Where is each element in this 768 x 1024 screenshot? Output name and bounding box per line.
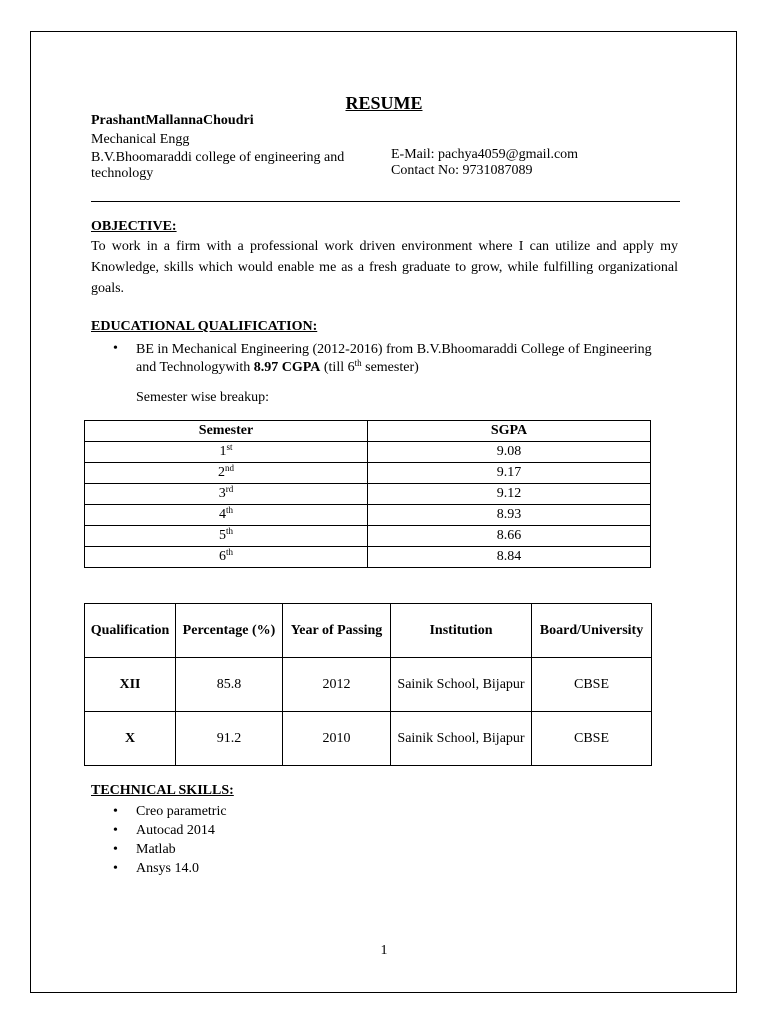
bullet-icon: • — [113, 804, 118, 819]
skill-item: Autocad 2014 — [136, 823, 215, 838]
table-row — [85, 484, 651, 505]
degree-text: and Technologywith — [136, 360, 254, 375]
bullet-icon: • — [113, 861, 118, 876]
institution-cell: Sainik School, Bijapur — [391, 658, 532, 712]
table-row — [85, 442, 651, 463]
semester-number: 4 — [218, 507, 226, 522]
semester-suffix: th — [225, 526, 233, 536]
board-cell: CBSE — [532, 712, 652, 766]
table-row — [85, 463, 651, 484]
semester-number: 2 — [218, 465, 225, 480]
qualification-cell: XII — [85, 658, 176, 712]
degree-bullet — [136, 341, 681, 377]
table-header: Qualification — [85, 604, 176, 658]
skill-item: Ansys 14.0 — [136, 861, 200, 876]
semester-number: 6 — [218, 549, 226, 564]
semester-suffix: rd — [225, 484, 234, 494]
institution-cell: Sainik School, Bijapur — [391, 712, 532, 766]
sgpa-cell: 8.66 — [368, 526, 651, 547]
contact-number: Contact No: 9731087089 — [391, 163, 533, 178]
semester-number: 1 — [219, 444, 227, 459]
cgpa-value: 8.97 CGPA — [253, 360, 321, 375]
table-header: Year of Passing — [283, 604, 391, 658]
page-number: 1 — [380, 943, 388, 958]
table-row — [85, 526, 651, 547]
qualification-cell: X — [85, 712, 176, 766]
education-heading: EDUCATIONAL QUALIFICATION: — [91, 319, 318, 334]
college-line-2: technology — [91, 166, 154, 181]
candidate-name: PrashantMallannaChoudri — [91, 113, 254, 128]
branch: Mechanical Engg — [91, 132, 190, 147]
sgpa-cell: 9.17 — [368, 463, 651, 484]
bullet-icon: • — [113, 823, 118, 838]
header-divider — [91, 201, 680, 202]
sgpa-cell: 8.84 — [368, 547, 651, 568]
semester-cell — [85, 505, 368, 526]
table-row — [85, 658, 652, 712]
email: E-Mail: pachya4059@gmail.com — [391, 147, 579, 162]
table-header: Institution — [391, 604, 532, 658]
table-row — [85, 712, 652, 766]
bullet-icon: • — [113, 341, 118, 356]
semester-suffix: th — [225, 505, 233, 515]
table-header: Percentage (%) — [176, 604, 283, 658]
semester-table — [84, 420, 651, 568]
resume-title: RESUME — [345, 93, 423, 113]
degree-text: semester) — [361, 360, 419, 375]
table-header: SGPA — [368, 421, 651, 442]
table-header: Semester — [85, 421, 368, 442]
semester-suffix: nd — [225, 463, 234, 473]
degree-text: (till 6 — [320, 360, 355, 375]
semester-suffix: th — [225, 547, 233, 557]
college-line-1: B.V.Bhoomaraddi college of engineering and — [91, 150, 345, 165]
sgpa-cell: 8.93 — [368, 505, 651, 526]
skill-item: Creo parametric — [136, 804, 227, 819]
table-header: Board/University — [532, 604, 652, 658]
board-cell: CBSE — [532, 658, 652, 712]
semester-cell — [85, 526, 368, 547]
semester-cell — [85, 484, 368, 505]
percentage-cell: 85.8 — [176, 658, 283, 712]
year-cell: 2012 — [283, 658, 391, 712]
semester-suffix: st — [226, 442, 233, 452]
degree-line-2 — [136, 359, 681, 377]
semester-cell — [85, 442, 368, 463]
objective-heading: OBJECTIVE: — [91, 219, 177, 234]
year-cell: 2010 — [283, 712, 391, 766]
percentage-cell: 91.2 — [176, 712, 283, 766]
qualification-table — [84, 603, 652, 766]
semester-number: 3 — [218, 486, 226, 501]
objective-text: To work in a firm with a professional work driven environment where I can utilize and apply my Knowledge, skills which would enable me as a fresh graduate to grow, while fulfilling organizational goals. — [91, 239, 678, 296]
sgpa-cell: 9.12 — [368, 484, 651, 505]
semester-cell — [85, 547, 368, 568]
semester-number: 5 — [218, 528, 226, 543]
breakup-label: Semester wise breakup: — [136, 390, 269, 405]
skills-heading: TECHNICAL SKILLS: — [91, 783, 234, 798]
degree-line-1: BE in Mechanical Engineering (2012-2016) from B.V.Bhoomaraddi College of Engineering — [136, 342, 652, 357]
semester-cell — [85, 463, 368, 484]
degree-superscript: th — [354, 358, 362, 368]
bullet-icon: • — [113, 842, 118, 857]
table-row — [85, 505, 651, 526]
sgpa-cell: 9.08 — [368, 442, 651, 463]
skill-item: Matlab — [136, 842, 176, 857]
table-row — [85, 547, 651, 568]
